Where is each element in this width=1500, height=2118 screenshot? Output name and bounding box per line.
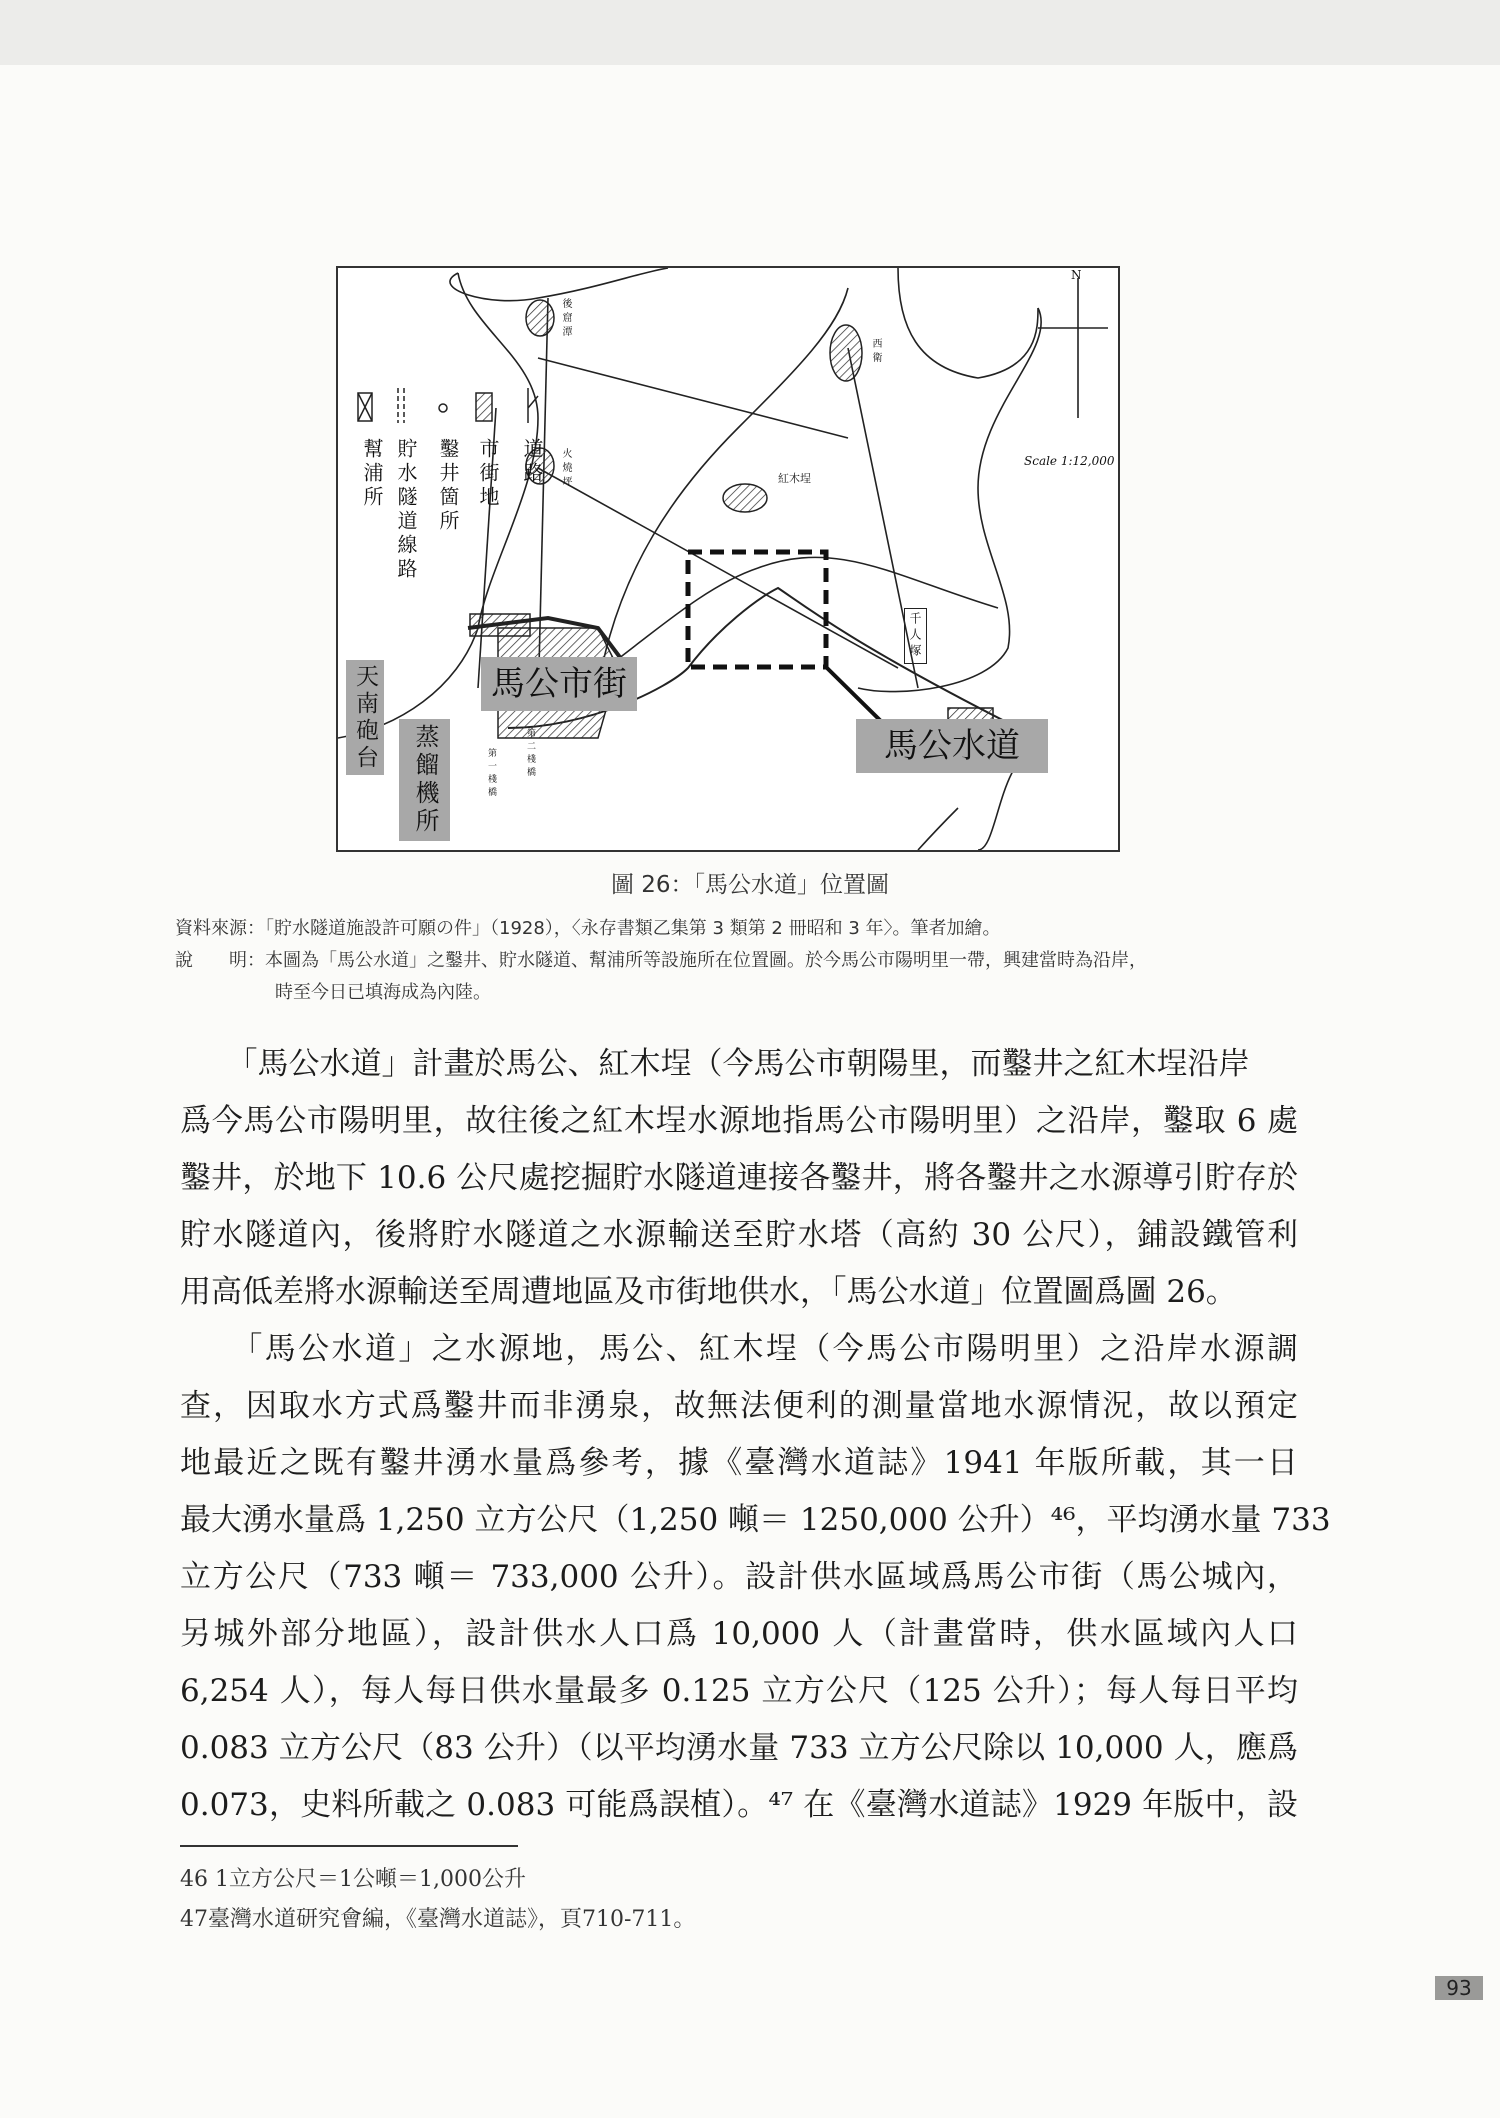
legend-label-pump: 幫浦所 <box>360 438 384 510</box>
label-tiannan-fort: 天南砲台 <box>346 660 384 775</box>
xiwei-well <box>830 325 862 381</box>
footnote-47: 47臺灣水道研究會編，《臺灣水道誌》，頁710-711。 <box>180 1907 696 1932</box>
label-qianrenzhong: 千人塚 <box>904 608 927 664</box>
houkutan-well <box>526 300 554 336</box>
figure-caption: 圖 26：「馬公水道」位置圖 <box>610 872 890 898</box>
legend-well-symbol <box>439 404 447 412</box>
body-line: 0.073，史料所載之 0.083 可能爲誤植）。⁴⁷ 在《臺灣水道誌》1929 年版中，設 <box>180 1787 1298 1823</box>
label-pier-2: 第二棧橋 <box>525 728 535 780</box>
label-huoshaoping: 火燒坪 <box>560 448 571 490</box>
body-line: 0.083 立方公尺（83 公升）（以平均湧水量 733 立方公尺除以 10,000 人，應爲 <box>180 1730 1298 1766</box>
body-line: 查，因取水方式爲鑿井而非湧泉，故無法便利的測量當地水源情況，故以預定 <box>180 1388 1298 1424</box>
figure-source: 資料來源：「貯水隧道施設許可願の件」（1928），〈永存書類乙集第 3 類第 2 冊昭和 3 年〉。筆者加繪。 <box>175 918 1001 939</box>
body-line: 「馬公水道」計畫於馬公、紅木埕（今馬公市朝陽里，而鑿井之紅木埕沿岸 <box>180 1046 1250 1082</box>
label-makung-city: 馬公市街 <box>481 657 637 711</box>
legend-label-well: 鑿井箇所 <box>436 438 460 534</box>
legend-label-city: 市街地 <box>476 438 500 510</box>
label-pier-1: 第一棧橋 <box>486 748 496 800</box>
tunnel-area-box <box>688 552 826 667</box>
map-scale: Scale 1:12,000 <box>1024 454 1115 468</box>
coastline-north <box>450 268 668 301</box>
body-line: 地最近之既有鑿井湧水量爲參考，據《臺灣水道誌》1941 年版所載，其一日 <box>180 1445 1298 1481</box>
legend-city-symbol <box>476 393 492 421</box>
body-line: 貯水隧道內，後將貯水隧道之水源輸送至貯水塔（高約 30 公尺），鋪設鐵管利 <box>180 1217 1298 1253</box>
label-houkutan: 後窟潭 <box>560 298 571 340</box>
body-line: 鑿井，於地下 10.6 公尺處挖掘貯水隧道連接各鑿井，將各鑿井之水源導引貯存於 <box>180 1160 1298 1196</box>
legend-label-tunnel: 貯水隧道線路 <box>394 438 418 582</box>
footnote-divider <box>180 1845 518 1847</box>
body-line: 用高低差將水源輸送至周遭地區及市街地供水，「馬公水道」位置圖爲圖 26。 <box>180 1274 1237 1310</box>
top-margin-band <box>0 0 1500 65</box>
label-hongmucheng: 紅木埕 <box>778 472 811 485</box>
body-line: 「馬公水道」之水源地，馬公、紅木埕（今馬公市陽明里）之沿岸水源調 <box>180 1331 1298 1367</box>
label-xiwei: 西衛 <box>870 338 881 366</box>
figure-note: 說 明：本圖為「馬公水道」之鑿井、貯水隧道、幫浦所等設施所在位置圖。於今馬公市陽明里一帶，興建當時為沿岸， <box>175 950 1147 971</box>
figure-note-continued: 時至今日已填海成為內陸。 <box>275 982 491 1003</box>
body-line: 6,254 人），每人每日供水量最多 0.125 立方公尺（125 公升）；每人每日平均 <box>180 1673 1298 1709</box>
location-map <box>336 266 1120 852</box>
road-2 <box>538 358 848 438</box>
coastline-east <box>898 268 1038 378</box>
hongmucheng-well <box>723 484 767 512</box>
label-distiller: 蒸餾機所 <box>399 719 450 841</box>
label-makung-water: 馬公水道 <box>856 719 1048 773</box>
body-line: 另城外部分地區），設計供水人口爲 10,000 人（計畫當時，供水區域內人口 <box>180 1616 1298 1652</box>
body-line: 最大湧水量爲 1,250 立方公尺（1,250 噸＝ 1250,000 公升）⁴⁶，平均湧水量 733 <box>180 1502 1331 1538</box>
page-number: 93 <box>1435 1976 1483 2000</box>
body-line: 立方公尺（733 噸＝ 733,000 公升）。設計供水區域爲馬公市街（馬公城內， <box>180 1559 1298 1595</box>
body-line: 爲今馬公市陽明里，故往後之紅木埕水源地指馬公市陽明里）之沿岸，鑿取 6 處 <box>180 1103 1298 1139</box>
legend-label-road: 道路 <box>520 438 544 486</box>
legend-tunnel-symbol <box>398 388 404 423</box>
north-arrow-label: N <box>1071 268 1082 282</box>
footnote-46: 46 1立方公尺＝1公噸＝1,000公升 <box>180 1867 526 1892</box>
